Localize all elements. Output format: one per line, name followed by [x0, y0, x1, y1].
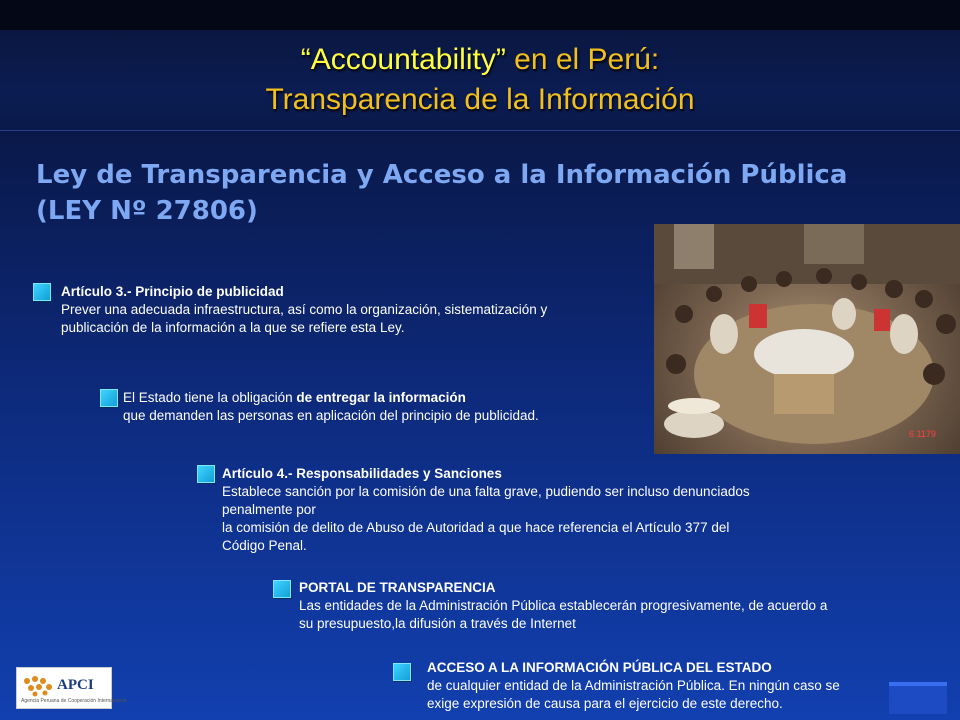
estado-line1 [123, 389, 643, 407]
law-heading-line2: (LEY Nº 27806) [36, 196, 258, 226]
article-3-line1: Prever una adecuada infraestructura, así como la organización, sistematización y [61, 302, 548, 317]
article-4-title: Artículo 4.- Responsabilidades y Sanciones [222, 466, 502, 481]
portal-line1: Las entidades de la Administración Pública establecerán progresivamente, de acuerdo a [299, 598, 828, 613]
article-4-line2: penalmente por [222, 502, 316, 517]
title-rest: en el Perú: [505, 43, 660, 76]
acceso-block [427, 659, 947, 713]
corner-decoration [889, 682, 947, 714]
estado-pre: El Estado tiene la obligación [123, 390, 297, 405]
bullet-square [197, 465, 215, 483]
photo-illustration [654, 224, 960, 454]
top-bar [0, 0, 960, 30]
estado-block [123, 389, 643, 425]
article-4-line1: Establece sanción por la comisión de una falta grave, pudiendo ser incluso denunciados [222, 484, 750, 499]
law-heading [36, 157, 936, 229]
portal-title: PORTAL DE TRANSPARENCIA [299, 580, 496, 595]
photo-caption: 6 1179 [909, 429, 936, 439]
slide-title-line2: Transparencia de la Información [265, 83, 695, 116]
title-quote: “Accountability” [300, 43, 506, 76]
article-3-title: Artículo 3.- Principio de publicidad [61, 284, 284, 299]
slide-title-line1 [0, 43, 960, 77]
article-4-line4: Código Penal. [222, 538, 307, 553]
estado-line2: que demanden las personas en aplicación del principio de publicidad. [123, 408, 539, 423]
portal-block [299, 579, 949, 633]
bullet-square [100, 389, 118, 407]
acceso-title: ACCESO A LA INFORMACIÓN PÚBLICA DEL ESTADO [427, 660, 772, 675]
article-4-line3: la comisión de delito de Abuso de Autoridad a que hace referencia el Artículo 377 del [222, 520, 730, 535]
article-4-block [222, 465, 902, 555]
article-3-block [61, 283, 661, 337]
community-meeting-photo [654, 224, 960, 454]
acceso-line2: exige expresión de causa para el ejercicio de este derecho. [427, 696, 783, 711]
article-3-line2: publicación de la información a la que se refiere esta Ley. [61, 320, 405, 335]
estado-bold: de entregar la información [296, 390, 466, 405]
acceso-line1: de cualquier entidad de la Administración Pública. En ningún caso se [427, 678, 840, 693]
apci-logo [16, 667, 127, 709]
apci-name: APCI [57, 677, 94, 693]
apci-subtitle: Agencia Peruana de Cooperación Internacional [21, 698, 127, 704]
bullet-square [273, 580, 291, 598]
bullet-square [33, 283, 51, 301]
apci-emblem-icon [21, 673, 57, 699]
bullet-square [393, 663, 411, 681]
law-heading-line1: Ley de Transparencia y Acceso a la Información Pública [36, 160, 848, 190]
portal-line2: su presupuesto,la difusión a través de Internet [299, 616, 576, 631]
